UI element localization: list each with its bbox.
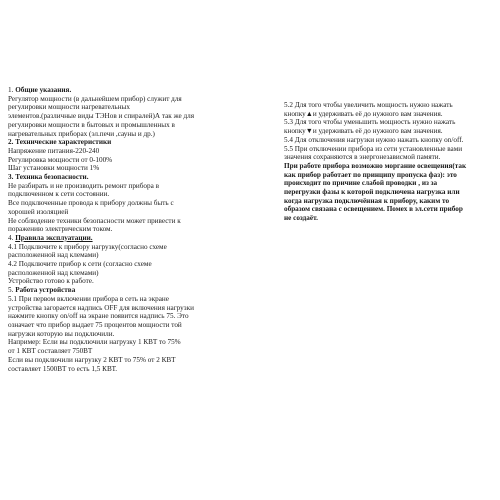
- section-1-title: Общие указания.: [15, 86, 72, 94]
- spec-power-range: Регулировка мощности от 0-100%: [8, 155, 113, 164]
- warning-line: не создаёт.: [284, 214, 318, 223]
- section-5-line: означает что прибор выдает 75 процентов мощности той: [8, 320, 182, 329]
- section-5-line: составляет 1500ВТ то есть 1,5 КВТ.: [8, 364, 118, 373]
- warning-line: При работе прибора возможно моргание освещения(так: [284, 161, 467, 170]
- warning-line: образом связана с освещением. Помех в эл.сети прибор: [284, 205, 463, 214]
- warning-line: когда нагрузка подключённая к прибору, каким то: [284, 196, 450, 205]
- section-3-line: Не соблюдение техники безопасности может привести к: [8, 216, 181, 225]
- section-5-line: Например: Если вы подключили нагрузку 1 КВТ то 75%: [8, 338, 181, 347]
- section-3-line: Не разбирать и не производить ремонт прибора в: [8, 181, 159, 190]
- warning-line: происходит по причине слабой проводки , из за: [284, 179, 438, 188]
- section-5-title: Работа устройства: [15, 286, 76, 295]
- section-5-3-line: кнопку▼и удерживать её до нужного вам значения.: [284, 127, 443, 136]
- section-5-2-line: кнопку▲и удерживать её до нужного вам значения.: [284, 109, 443, 118]
- section-4-line: 4.2 Подключите прибор к сети (согласно схеме: [8, 260, 152, 269]
- warning-line: перегрузки фазы к которой подключена нагрузка или: [284, 188, 460, 197]
- warning-line: как прибор работает по принципу пропуска фаз): это: [284, 170, 457, 179]
- section-1-line: регулировки мощности в бытовых и промышленных в: [8, 120, 175, 129]
- section-1-line: Регулятор мощности (в дальнейшем прибор) служит для: [8, 94, 182, 103]
- section-2-title: 2. Технические характеристики: [8, 138, 112, 147]
- section-5-3-line: 5.3 Для того чтобы уменьшить мощность нужно нажать: [284, 118, 456, 127]
- section-1-heading: 1. Общие указания.: [8, 86, 72, 94]
- instructions-left-column: [8, 86, 266, 373]
- section-5-5-line: значения сохраняются в энергонезависмой памяти.: [284, 153, 441, 162]
- instructions-right-column: [284, 101, 496, 223]
- section-1-line: регулировки мощности нагревательных: [8, 103, 130, 112]
- section-5-line: Если вы подключили нагрузку 2 КВТ то 75% от 2 КВТ: [8, 355, 176, 364]
- section-3-line: подключенном к сети состоянии.: [8, 190, 110, 199]
- section-4-line: 4.1 Подключите к прибору нагрузку(согласно схеме: [8, 242, 167, 251]
- section-5-heading: 5. Работа устройства: [8, 286, 76, 295]
- section-5-line: 5.1 При первом включении прибора в сеть на экране: [8, 294, 169, 303]
- section-5-4-line: 5.4 Для отключения нагрузки нужно нажать кнопку on/off.: [284, 135, 464, 144]
- section-5-5-line: 5.5 При отключении прибора из сети установленные вами: [284, 144, 463, 153]
- section-5-2-line: 5.2 Для того чтобы увеличить мощность нужно нажать: [284, 101, 453, 109]
- section-4-heading: 4. Правила эксплуатации.: [8, 233, 93, 242]
- section-3-title: 3. Техника безопасности.: [8, 173, 89, 182]
- spec-voltage: Напряжение питания-220-240: [8, 146, 100, 155]
- section-4-title: Правила эксплуатации.: [15, 233, 93, 242]
- section-5-line: нагрузки которую вы подключили.: [8, 329, 115, 338]
- section-4-line: Устройство готово к работе.: [8, 277, 94, 286]
- section-5-line: нажмите кнопку on/off на экране появится надпись 75. Это: [8, 312, 189, 321]
- section-4-line: расположенной над клемами): [8, 251, 99, 260]
- section-4-line: расположенной над клемами): [8, 268, 99, 277]
- section-3-line: Все подключенные провода к прибору должны быть с: [8, 199, 174, 208]
- spec-power-step: Шаг установки мощности 1%: [8, 164, 100, 173]
- section-3-line: хорошей изоляцией: [8, 207, 69, 216]
- section-3-line: поражению электрическим током.: [8, 225, 113, 234]
- section-1-line: элементов.(различные виды ТЭНов и спиралей)А так же для: [8, 112, 195, 121]
- section-5-line: устройства загорается надпись OFF для включения нагрузки: [8, 303, 194, 312]
- section-5-line: от 1 КВТ составляет 750ВТ: [8, 347, 93, 356]
- section-1-line: нагревательных приборах (эл.печи ,сауны и др.): [8, 129, 155, 138]
